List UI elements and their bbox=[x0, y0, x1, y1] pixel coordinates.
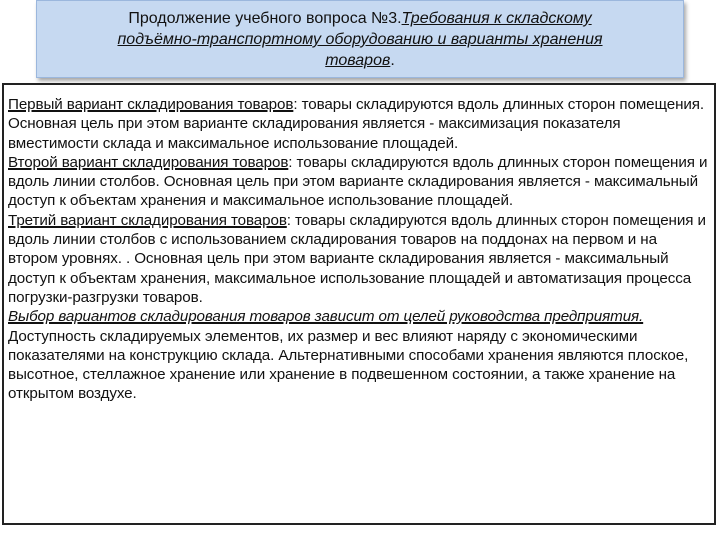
title-prefix: Продолжение учебного вопроса №3. bbox=[128, 10, 402, 27]
paragraph-1-lead: Первый вариант складирования товаров bbox=[8, 96, 294, 113]
paragraph-3-lead: Третий вариант складирования товаров bbox=[8, 211, 287, 229]
slide-title-line3 bbox=[37, 50, 683, 71]
slide-title-line1 bbox=[37, 8, 683, 29]
paragraph-choice bbox=[8, 307, 710, 326]
paragraph-5-text: Доступность складируемых элементов, их размер и вес влияют наряду с экономическими показателями на конструкцию склада. Альтернативными способами хранения являются плоское, высотное, стеллажное хранение или хранение в подвешенном состоянии, а также хранение на открытом воздухе. bbox=[8, 327, 689, 403]
paragraph-2-text: : товары складируются вдоль длинных сторон помещения и вдоль линии столбов. Основная цель при этом варианте складирования является - максимальный доступ к объектам хранения и максимальное использование площадей. bbox=[8, 153, 708, 210]
paragraph-alternatives bbox=[8, 327, 710, 404]
paragraph-2-lead: Второй вариант складирования товаров bbox=[8, 153, 289, 171]
paragraph-4-text: Выбор вариантов складирования товаров зависит от целей руководства предприятия. bbox=[8, 308, 644, 326]
title-topic-part1: Требования к складскому bbox=[401, 10, 592, 27]
paragraph-variant-2 bbox=[8, 153, 710, 211]
paragraph-variant-1 bbox=[8, 95, 710, 153]
title-suffix: . bbox=[390, 52, 395, 69]
content-box bbox=[2, 83, 716, 525]
slide-title-line2 bbox=[37, 29, 683, 50]
title-topic-part2: подъёмно-транспортному оборудованию и варианты хранения bbox=[117, 31, 603, 48]
paragraph-1-text: : товары складируются вдоль длинных сторон помещения. Основная цель при этом варианте складирования является - максимизация показателя вместимости склада и максимальное использование площадей. bbox=[8, 96, 705, 152]
title-topic-part3: товаров bbox=[325, 52, 391, 69]
slide-title-box bbox=[36, 0, 684, 78]
paragraph-3-text: : товары складируются вдоль длинных сторон помещения и вдоль линии столбов с использованием складирования товаров на поддонах на первом и на втором уровнях. . Основная цель при этом варианте складирования является - максимальный доступ к объектам хранения, максимальное использование площадей и автоматизация процесса погрузки-разгрузки товаров. bbox=[8, 211, 706, 306]
paragraph-variant-3 bbox=[8, 211, 710, 307]
